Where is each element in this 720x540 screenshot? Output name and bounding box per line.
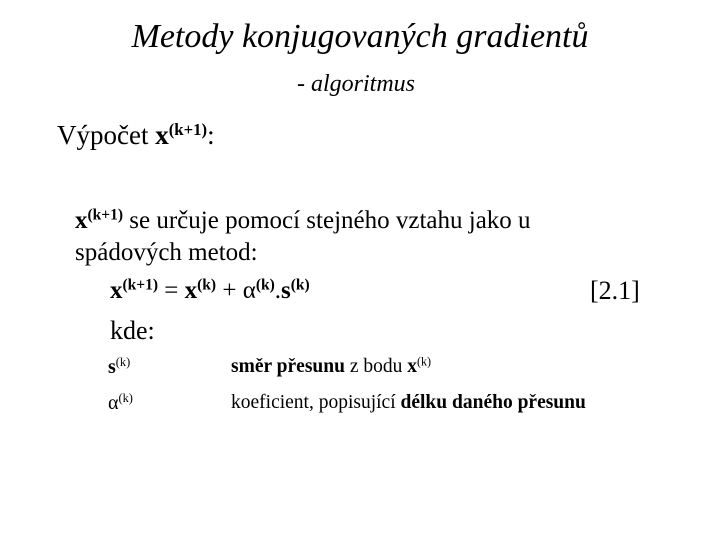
definition-s-bold: směr přesunu	[231, 356, 345, 377]
paragraph-line1: se určuje pomocí stejného vztahu jako u	[123, 207, 531, 234]
formula-term-x-superscript: (k)	[197, 276, 217, 294]
paragraph-superscript: (k+1)	[87, 206, 124, 224]
paragraph-variable: x	[75, 207, 88, 234]
where-label: kde:	[110, 316, 155, 345]
slide-title: Metody konjugovaných gradientů	[131, 18, 589, 55]
definition-symbol-alpha-superscript: (k)	[118, 391, 133, 406]
formula-term-x: x	[184, 277, 198, 304]
heading-prefix: Výpočet	[57, 120, 156, 150]
heading-suffix: :	[207, 120, 215, 150]
definition-s-variable-superscript: (k)	[416, 354, 432, 369]
definition-alpha-bold: délku daného přesunu	[400, 392, 586, 413]
equation-reference: [2.1]	[590, 276, 640, 305]
formula-lhs-superscript: (k+1)	[122, 276, 159, 294]
formula-dot: .	[274, 277, 282, 304]
slide-subtitle: - algoritmus	[297, 71, 416, 97]
section-heading	[57, 119, 215, 150]
definition-s-text: z bodu	[344, 356, 408, 377]
definition-s-variable: x	[407, 356, 417, 377]
formula-alpha-superscript: (k)	[255, 276, 275, 294]
update-formula	[110, 278, 310, 303]
definition-alpha-text: koeficient, popisující	[231, 392, 401, 413]
formula-term-s-superscript: (k)	[290, 276, 310, 294]
formula-equals: =	[158, 277, 185, 304]
definition-symbol-s-superscript: (k)	[115, 355, 131, 370]
paragraph-line2: spádových metod:	[75, 239, 258, 266]
definition-description-s	[231, 354, 432, 377]
description-paragraph	[75, 205, 531, 269]
formula-term-s: s	[281, 277, 291, 304]
definition-symbol-s: $s^{(k)}$	[108, 355, 131, 378]
heading-superscript: (k+1)	[168, 119, 208, 139]
definition-symbol-alpha: $\alpha^{(k)}$	[108, 391, 133, 414]
formula-plus: +	[216, 277, 243, 304]
formula-lhs-variable: x	[110, 277, 123, 304]
definition-description-alpha	[231, 393, 586, 413]
formula-alpha: α	[242, 277, 256, 304]
heading-variable: x	[155, 120, 169, 150]
